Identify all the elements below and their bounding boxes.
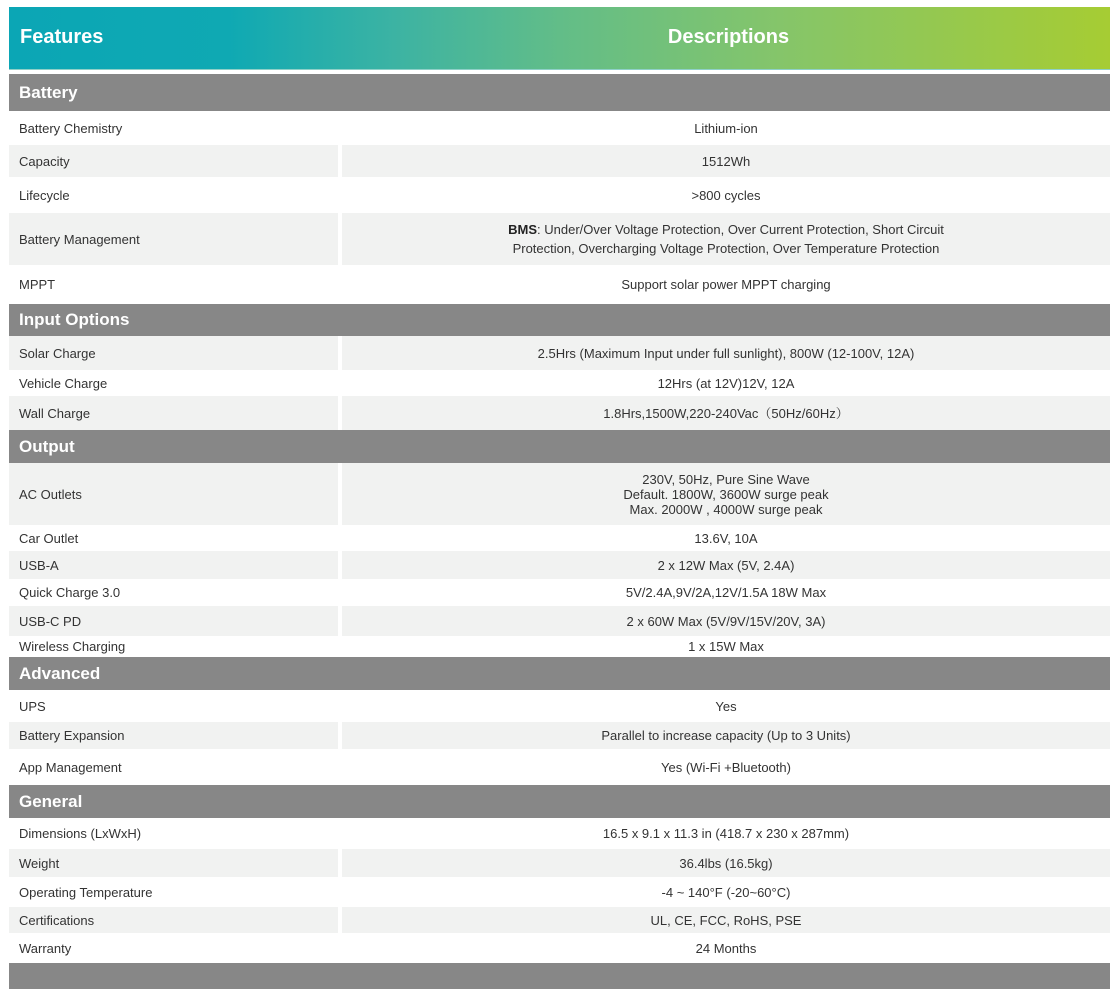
section-title: Input Options xyxy=(19,310,130,329)
table-row xyxy=(9,525,1110,551)
feature-value: 36.4lbs (16.5kg) xyxy=(679,855,773,871)
feature-label: App Management xyxy=(9,749,342,785)
feature-label: USB-C PD xyxy=(9,606,342,636)
feature-value: 5V/2.4A,9V/2A,12V/1.5A 18W Max xyxy=(625,585,827,600)
feature-label: MPPT xyxy=(9,265,342,304)
feature-label: Operating Temperature xyxy=(9,877,342,907)
feature-label: Warranty xyxy=(9,933,342,963)
table-row xyxy=(9,145,1110,177)
spec-table xyxy=(9,7,1110,989)
feature-value: 1 x 15W Max xyxy=(688,639,764,654)
feature-value: Lithium-ion xyxy=(694,120,758,136)
feature-value: Yes xyxy=(715,698,737,714)
feature-label: Battery Chemistry xyxy=(9,111,342,145)
table-row xyxy=(9,370,1110,396)
feature-value: 1.8Hrs,1500W,220-240Vac（50Hz/60Hz） xyxy=(603,405,849,421)
feature-value: 16.5 x 9.1 x 11.3 in (418.7 x 230 x 287mm) xyxy=(602,826,850,841)
feature-label: Vehicle Charge xyxy=(9,370,342,396)
table-row xyxy=(9,722,1110,749)
feature-value: UL, CE, FCC, RoHS, PSE xyxy=(650,912,802,928)
feature-value: 1512Wh xyxy=(701,153,751,169)
feature-label: Weight xyxy=(9,849,342,877)
table-row xyxy=(9,818,1110,849)
bms-line2: Protection, Overcharging Voltage Protection, Over Temperature Protection xyxy=(512,241,940,256)
table-row xyxy=(9,177,1110,213)
bms-lead: BMS xyxy=(508,222,538,237)
section-battery xyxy=(9,74,1110,111)
section-output xyxy=(9,430,1110,463)
feature-label: AC Outlets xyxy=(9,463,342,525)
table-footer-band xyxy=(9,963,1110,989)
feature-value: >800 cycles xyxy=(691,187,761,203)
table-row xyxy=(9,606,1110,636)
section-advanced xyxy=(9,657,1110,690)
table-row xyxy=(9,213,1110,265)
table-row xyxy=(9,690,1110,722)
table-row xyxy=(9,749,1110,785)
feature-label: Lifecycle xyxy=(9,177,342,213)
feature-value xyxy=(342,463,1110,525)
table-row xyxy=(9,933,1110,963)
feature-label: Dimensions (LxWxH) xyxy=(9,818,342,849)
table-row xyxy=(9,336,1110,370)
section-title: Advanced xyxy=(19,663,101,683)
feature-label: Battery Expansion xyxy=(9,722,342,749)
section-input-options xyxy=(9,304,1110,336)
feature-label: USB-A xyxy=(9,551,342,579)
feature-value: 13.6V, 10A xyxy=(694,530,758,546)
feature-value: 12Hrs (at 12V)12V, 12A xyxy=(657,375,795,391)
feature-value: Support solar power MPPT charging xyxy=(621,277,831,292)
table-row xyxy=(9,551,1110,579)
feature-value xyxy=(342,213,1110,265)
table-row xyxy=(9,636,1110,657)
feature-value: 2.5Hrs (Maximum Input under full sunlight), 800W (12-100V, 12A) xyxy=(537,345,915,361)
feature-value: 2 x 12W Max (5V, 2.4A) xyxy=(657,557,795,573)
section-title: Battery xyxy=(19,82,78,102)
feature-label: Quick Charge 3.0 xyxy=(9,579,342,606)
feature-value: 24 Months xyxy=(695,940,757,956)
table-row xyxy=(9,877,1110,907)
feature-label: Certifications xyxy=(9,907,342,933)
feature-value: -4 ~ 140°F (-20~60°C) xyxy=(661,884,791,900)
feature-value: Yes (Wi-Fi +Bluetooth) xyxy=(661,759,791,775)
section-title: Output xyxy=(19,436,75,456)
table-row xyxy=(9,463,1110,525)
features-column-header: Features xyxy=(20,26,104,48)
feature-label: Wall Charge xyxy=(9,396,342,430)
table-header xyxy=(9,7,1110,70)
feature-label: Battery Management xyxy=(9,213,342,265)
feature-label: Capacity xyxy=(9,145,342,177)
ac-line3: Max. 2000W , 4000W surge peak xyxy=(629,501,823,517)
section-general xyxy=(9,785,1110,818)
feature-label: Car Outlet xyxy=(9,525,342,551)
descriptions-column-header: Descriptions xyxy=(667,26,790,48)
table-row xyxy=(9,111,1110,145)
table-row xyxy=(9,265,1110,304)
feature-value: 2 x 60W Max (5V/9V/15V/20V, 3A) xyxy=(626,613,826,629)
feature-value: Parallel to increase capacity (Up to 3 Units) xyxy=(601,728,851,743)
section-title: General xyxy=(19,791,83,811)
ac-line1: 230V, 50Hz, Pure Sine Wave xyxy=(642,471,810,487)
bms-line1: : Under/Over Voltage Protection, Over Current Protection, Short Circuit xyxy=(537,222,944,237)
table-row xyxy=(9,907,1110,933)
table-row xyxy=(9,396,1110,430)
feature-label: Wireless Charging xyxy=(9,636,342,657)
feature-label: Solar Charge xyxy=(9,336,342,370)
table-row xyxy=(9,849,1110,877)
feature-label: UPS xyxy=(9,690,342,722)
ac-line2: Default. 1800W, 3600W surge peak xyxy=(623,486,829,502)
table-row xyxy=(9,579,1110,606)
